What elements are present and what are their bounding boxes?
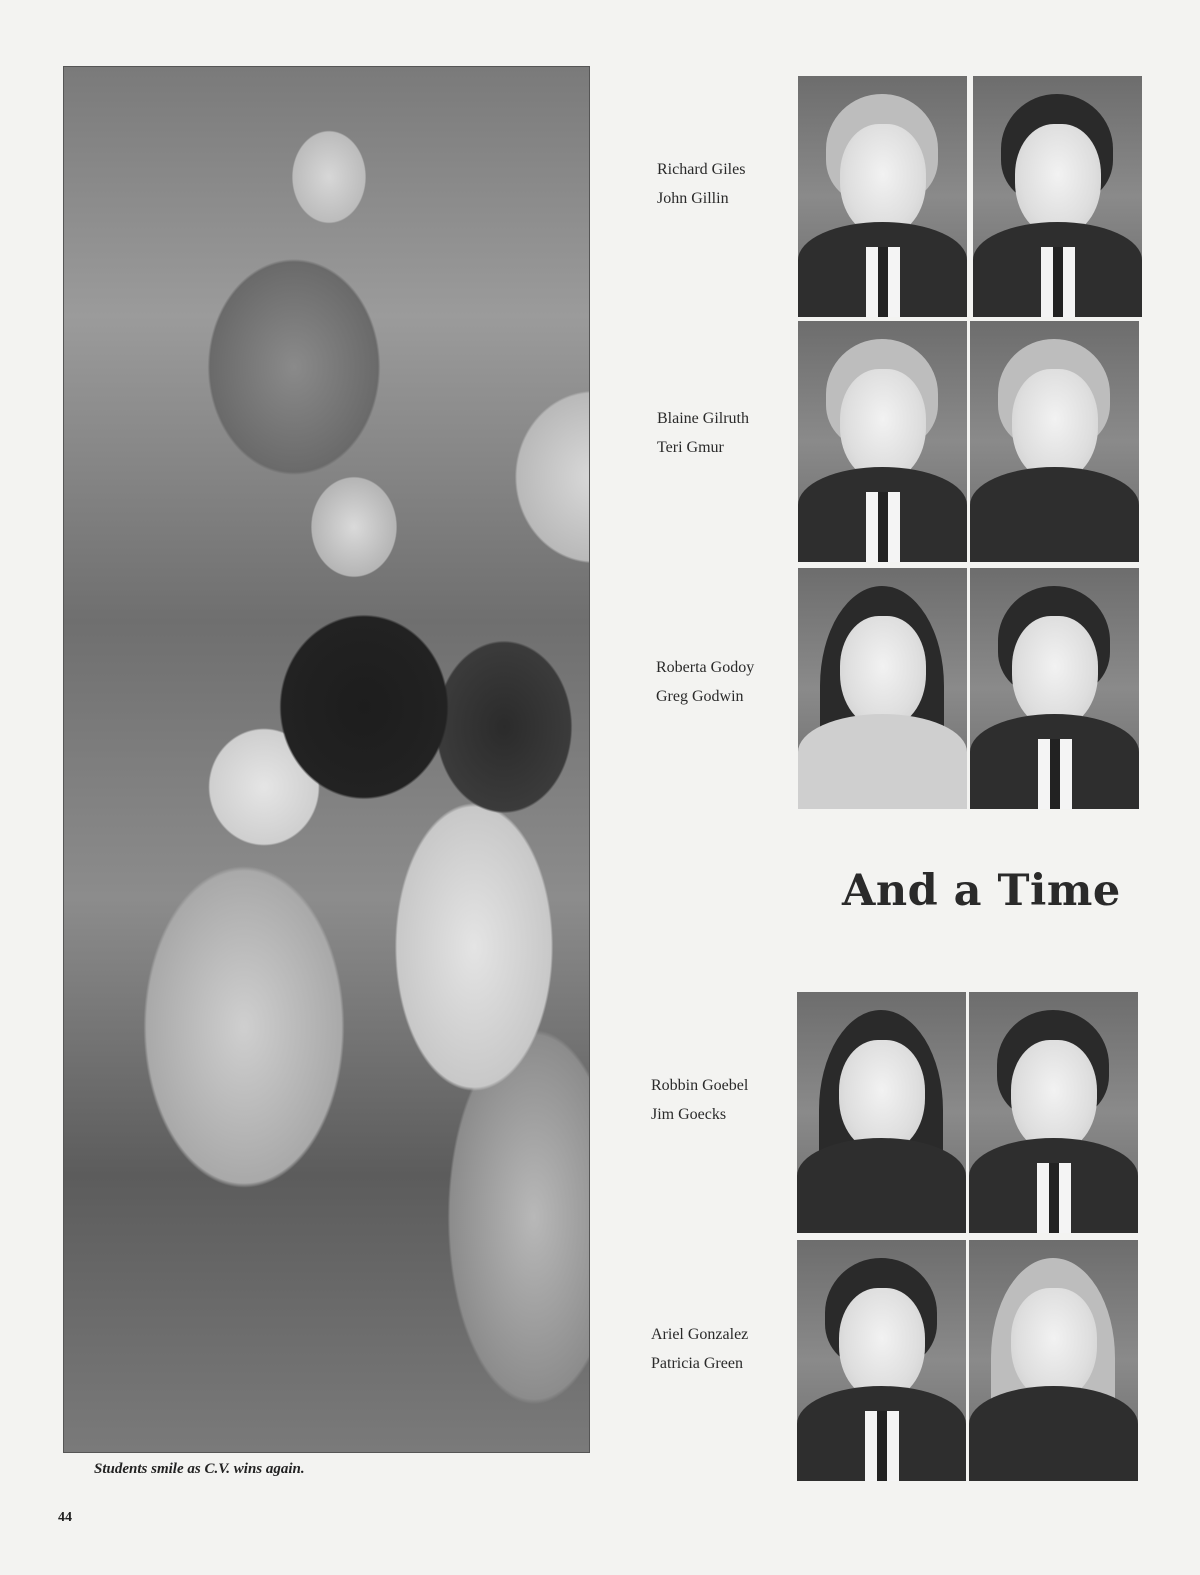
candid-photo	[63, 66, 590, 1453]
student-name: Patricia Green	[651, 1355, 743, 1372]
student-portrait	[970, 568, 1139, 809]
student-name: Teri Gmur	[657, 439, 724, 456]
student-name: Robbin Goebel	[651, 1077, 749, 1094]
student-name: Greg Godwin	[656, 688, 744, 705]
student-portrait	[798, 76, 967, 317]
student-name: Richard Giles	[657, 161, 746, 178]
student-name: Ariel Gonzalez	[651, 1326, 749, 1343]
student-portrait	[798, 568, 967, 809]
name-pair	[651, 1071, 748, 1129]
student-portrait	[797, 1240, 966, 1481]
student-name: John Gillin	[657, 190, 729, 207]
student-name: Jim Goecks	[651, 1106, 727, 1123]
student-portrait	[798, 321, 967, 562]
page-number: 44	[58, 1510, 72, 1525]
name-pair	[651, 1320, 748, 1378]
photo-caption: Students smile as C.V. wins again.	[94, 1461, 305, 1477]
student-portrait	[797, 992, 966, 1233]
student-portrait	[973, 76, 1142, 317]
student-portrait	[969, 1240, 1138, 1481]
name-pair	[657, 404, 749, 462]
section-headline: And a Time	[842, 866, 1121, 916]
student-portrait	[970, 321, 1139, 562]
student-name: Roberta Godoy	[656, 659, 755, 676]
student-name: Blaine Gilruth	[657, 410, 749, 427]
name-pair	[656, 653, 754, 711]
student-portrait	[969, 992, 1138, 1233]
name-pair	[657, 155, 745, 213]
